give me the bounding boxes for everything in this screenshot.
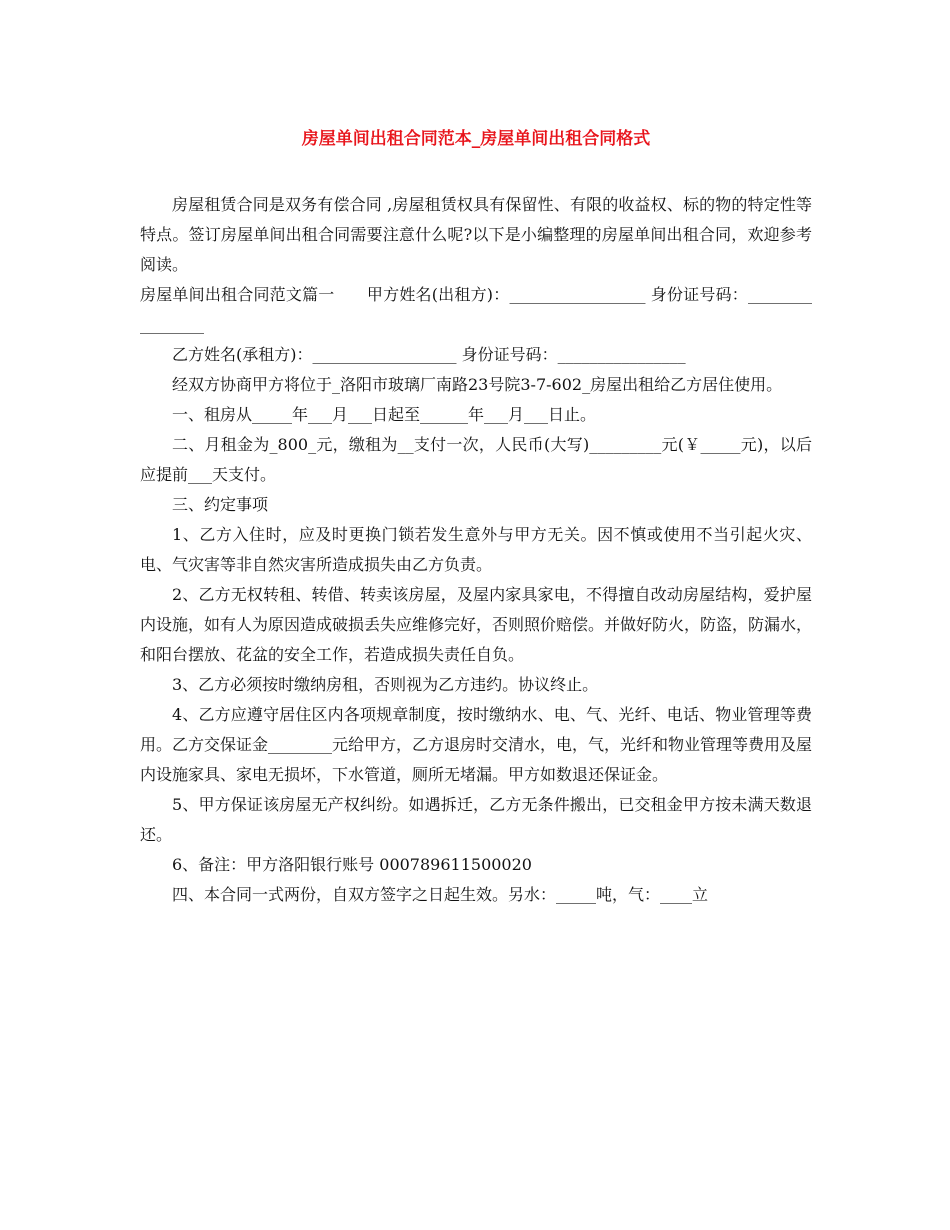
paragraph-item-1: 1、乙方入住时，应及时更换门锁若发生意外与甲方无关。因不慎或使用不当引起火灾、电、气灾害等非自然灾害所造成损失由乙方负责。 <box>140 525 812 574</box>
paragraph-item-6: 6、备注：甲方洛阳银行账号 000789611500020 <box>172 855 532 874</box>
paragraph-party-b: 乙方姓名(承租方)：__________________ 身份证号码：________________ <box>172 345 686 364</box>
paragraph-clause-3-heading: 三、约定事项 <box>172 495 269 514</box>
paragraph-party-a: 房屋单间出租合同范文篇一 甲方姓名(出租方)：_________________ 身份证号码：________________ <box>140 285 812 334</box>
paragraph-clause-1-term: 一、租房从_____年___月___日起至______年___月___日止。 <box>172 405 597 424</box>
paragraph-property-location: 经双方协商甲方将位于_洛阳市玻璃厂南路23号院3-7-602_房屋出租给乙方居住使用。 <box>172 375 783 394</box>
paragraph-item-3: 3、乙方必须按时缴纳房租，否则视为乙方违约。协议终止。 <box>172 675 599 694</box>
paragraph-clause-2-rent: 二、月租金为_800_元，缴租为__支付一次，人民币(大写)_________元(￥_____元)，以后应提前___天支付。 <box>140 435 812 484</box>
document-title: 房屋单间出租合同范本_房屋单间出租合同格式 <box>301 129 651 149</box>
paragraph-item-4: 4、乙方应遵守居住区内各项规章制度，按时缴纳水、电、气、光纤、电话、物业管理等费用。乙方交保证金________元给甲方，乙方退房时交清水，电，气，光纤和物业管理等费用及屋内设施家具、家电无损坏，下水管道，厕所无堵漏。甲方如数退还保证金。 <box>140 705 813 784</box>
paragraph-item-2: 2、乙方无权转租、转借、转卖该房屋，及屋内家具家电，不得擅自改动房屋结构，爱护屋内设施，如有人为原因造成破损丢失应维修完好，否则照价赔偿。并做好防火，防盗，防漏水，和阳台摆放、花盆的安全工作，若造成损失责任自负。 <box>140 585 813 664</box>
paragraph-clause-4: 四、本合同一式两份，自双方签字之日起生效。另水：_____吨，气：____立 <box>172 885 709 904</box>
paragraph-item-5: 5、甲方保证该房屋无产权纠纷。如遇拆迁，乙方无条件搬出，已交租金甲方按未满天数退还。 <box>140 795 812 844</box>
paragraph-intro: 房屋租赁合同是双务有偿合同 ,房屋租赁权具有保留性、有限的收益权、标的物的特定性等特点。签订房屋单间出租合同需要注意什么呢?以下是小编整理的房屋单间出租合同，欢迎参考阅读。 <box>140 195 812 274</box>
document-body <box>140 190 812 910</box>
